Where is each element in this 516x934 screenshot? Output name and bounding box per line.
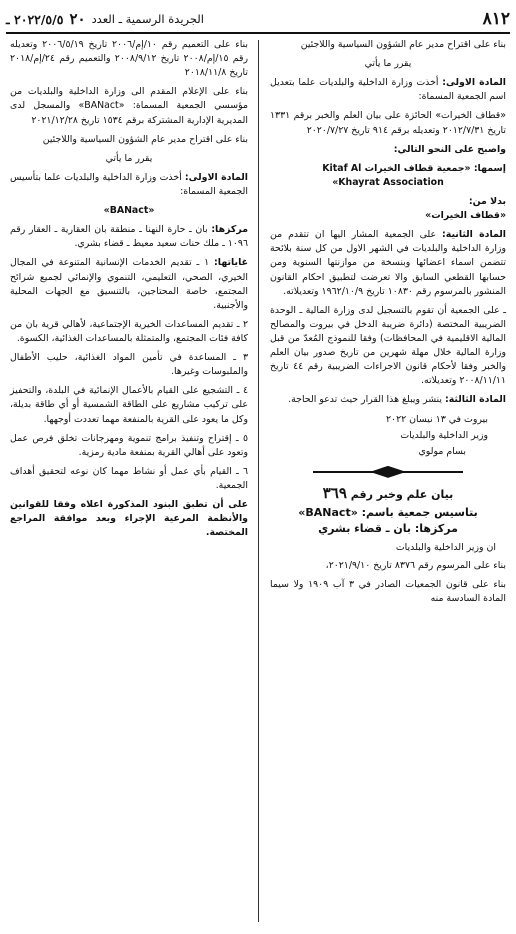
goal-5: ٥ ـ إقتراح وتنفيذ برامج تنموية ومهرجانات تخلق فرص عمل وتعود على أهالي القرية بمنفعة مادية رمزية. xyxy=(10,432,248,458)
gazette-title: الجريدة الرسمية ـ العدد xyxy=(91,12,204,26)
right-column xyxy=(270,38,506,611)
notice-center: مركزها: بان ـ قضاء بشري xyxy=(318,521,458,535)
issue-date: ٢٠٢٢/٥/٥ ـ xyxy=(6,11,64,27)
article-label: المادة الاولى: xyxy=(442,77,506,89)
association-name: «BANact» xyxy=(103,205,155,217)
place-date: بيروت في ١٣ نيسان ٢٠٢٢ xyxy=(386,413,488,425)
article-1: المادة الاولى: أخذت وزارة الداخلية والبلديات علما بتعديل اسم الجمعية المسماة: xyxy=(270,77,506,103)
article-1: المادة الاولى: أخذت وزارة الداخلية والبلديات علما بتأسيس الجمعية المسماة: xyxy=(10,171,248,197)
old-name-line: «قطاف الخيرات» xyxy=(425,210,506,222)
page-number: ٨١٢ xyxy=(482,9,510,29)
preamble-paragraph: بناء على اقتراح مدير عام الشؤون السياسية واللاجئين xyxy=(300,39,506,50)
goal-3: ٣ ـ المساعدة في تأمين المواد الغذائية، حليب الأطفال والملبوسات وغيرها. xyxy=(10,352,248,378)
article-label: المادة الثانية: xyxy=(442,229,506,241)
left-column xyxy=(10,38,248,545)
headquarters-paragraph: مركزها: بان ـ حارة النهنا ـ منطقة بان العقارية ـ العقار رقم ١٠٩٦ ـ ملك حنات سعيد معيط ـ قضاء بشري. xyxy=(10,224,249,250)
final-clause: على أن تطبق البنود المذكورة اعلاه وفقا للقوانين والأنظمة المرعية الإجراء وبعد موافقة المراجع المختصة. xyxy=(10,499,248,539)
article-2: المادة الثانية: على الجمعية المشار اليها ان تتقدم من وزارة الداخلية والبلديات في الشهر الاول من كل سنة بلائحة تتضمن اسماء اعضائها وبنسخة من موازنتها السنوية ومن حسابها القطعي السابق والا تعرضت لتطبيق احكام القانون المنشور بالمرسوم رقم ١٠٨٣٠ تاريخ ١٩٦٢/١٠/٩ وتعديلاته. xyxy=(270,229,506,297)
column-divider xyxy=(258,40,259,922)
minister-name: بسام مولوي xyxy=(418,445,466,457)
instead-line: بدلا من: xyxy=(468,195,506,207)
notice-basis-1: بناء على المرسوم رقم ٨٣٧٦ تاريخ ٢٠٢١/٩/١٠، xyxy=(325,559,506,571)
notice-subtitle: بتاسيس جمعية باسم: «BANact» xyxy=(298,505,478,519)
became-line: واصبح على النحو التالي: xyxy=(393,143,506,155)
article-label: المادة الثالثة: xyxy=(444,394,506,406)
issue-number: ٢٠ xyxy=(69,10,86,28)
circular-paragraph: بناء على التعميم رقم ١٠/إم/٢٠٠٦ تاريخ ٢٠٠٦/٥/١٩ وتعديله رقم ١٥/إم/٢٠٠٨ تاريخ ٢٠٠٨/٩/١٢ والتعميم رقم ٢٤/إم/٢٠١٨ تاريخ ٢٠١٨/١١/٨ xyxy=(10,39,248,79)
decides-line: يقرر ما يأتي xyxy=(364,58,412,70)
original-name-paragraph: «قطاف الخيرات» الحائزة على بيان العلم والخبر برقم ١٣٣١ تاريخ ٢٠١٢/٧/٣١ وتعديله برقم ٩١٤ تاريخ ٢٠٢٠/٧/٢٧ xyxy=(270,110,506,136)
page-header xyxy=(6,6,510,34)
notification-paragraph: بناء على الإعلام المقدم الى وزارة الداخلية والبلديات من مؤسسي الجمعية المسماة: «BANact» والمسجل لدى المديرية الإدارية المشتركة برقم ١٥٣٤ تاريخ ٢٠٢١/١٢/٢٨ xyxy=(10,86,248,126)
new-name-line-1: إسمها: «جمعية قطاف الخيرات Kitaf Al xyxy=(322,162,506,174)
decides-line: يقرر ما يأتي xyxy=(105,152,153,164)
goal-1: غاياتها: ١ ـ تقديم الخدمات الإنسانية المتنوعة في المجال الخيري، الصحي، التعليمي، التنموي والإنمائي لجميع شرائح المجتمع، خاصة المحتاجين، بالتنسيق مع الجهات المحلية والأجنبية. xyxy=(10,257,248,311)
center-label: مركزها: xyxy=(211,224,249,236)
notice-number: ٣٦٩ xyxy=(322,483,347,502)
notice-intro: ان وزير الداخلية والبلديات xyxy=(395,542,496,554)
article-3: المادة الثالثة: ينشر ويبلغ هذا القرار حيث تدعو الحاجة. xyxy=(288,394,506,406)
goal-6: ٦ ـ القيام بأي عمل أو نشاط مهما كان نوعه لتحقيق أهداف الجمعية. xyxy=(10,465,248,491)
notice-basis-2: بناء على قانون الجمعيات الصادر في ٣ آب ١٩٠٩ ولا سيما المادة السادسة منه xyxy=(270,578,507,604)
new-name-line-2: Khayrat Association» xyxy=(332,176,444,188)
tax-registration-paragraph: ـ على الجمعية أن تقوم بالتسجيل لدى وزارة المالية ـ الوحدة الضريبية المختصة (دائرة ضريبة الدخل في بيروت والمصالح المالية الاقليمية في المحافظات) وفقا للنموذج المُعدّ من قبل وزارة المالية خلال مهلة شهرين من تاريخ صدور بيان العلم والخبر وفقا لأحكام قانون الاجراءات الضريبية رقم ٤٤ تاريخ ٢٠٠٨/١١/١١ وتعديلاته. xyxy=(270,304,506,387)
article-label: المادة الاولى: xyxy=(184,171,248,183)
minister-title: وزير الداخلية والبلديات xyxy=(400,429,488,441)
notice-heading: بيان علم وخبر رقم ٣٦٩ بتاسيس جمعية باسم: «BANact» مركزها: بان ـ قضاء بشري xyxy=(298,483,478,535)
proposal-paragraph: بناء على اقتراح مدير عام الشؤون السياسية واللاجئين xyxy=(42,133,248,145)
goal-2: ٢ ـ تقديم المساعدات الخيرية الإجتماعية، لأهالي قرية بان من كافة فئات المجتمع، والمتمثلة بالمساعدات الغذائية، الكسوة. xyxy=(10,318,248,344)
goal-4: ٤ ـ التشجيع على القيام بالأعمال الإنمائية في البلدة، والتحفيز على تركيب مشاريع على الطاقة الشمسية أو أي طاقة بديلة، وكل ما يعود على القرية بالمنفعة مهما تعددت أوجهها. xyxy=(10,385,248,425)
goals-label: غاياتها: xyxy=(214,257,248,269)
gazette-masthead xyxy=(6,10,204,28)
notice-divider-ornament xyxy=(313,465,463,479)
